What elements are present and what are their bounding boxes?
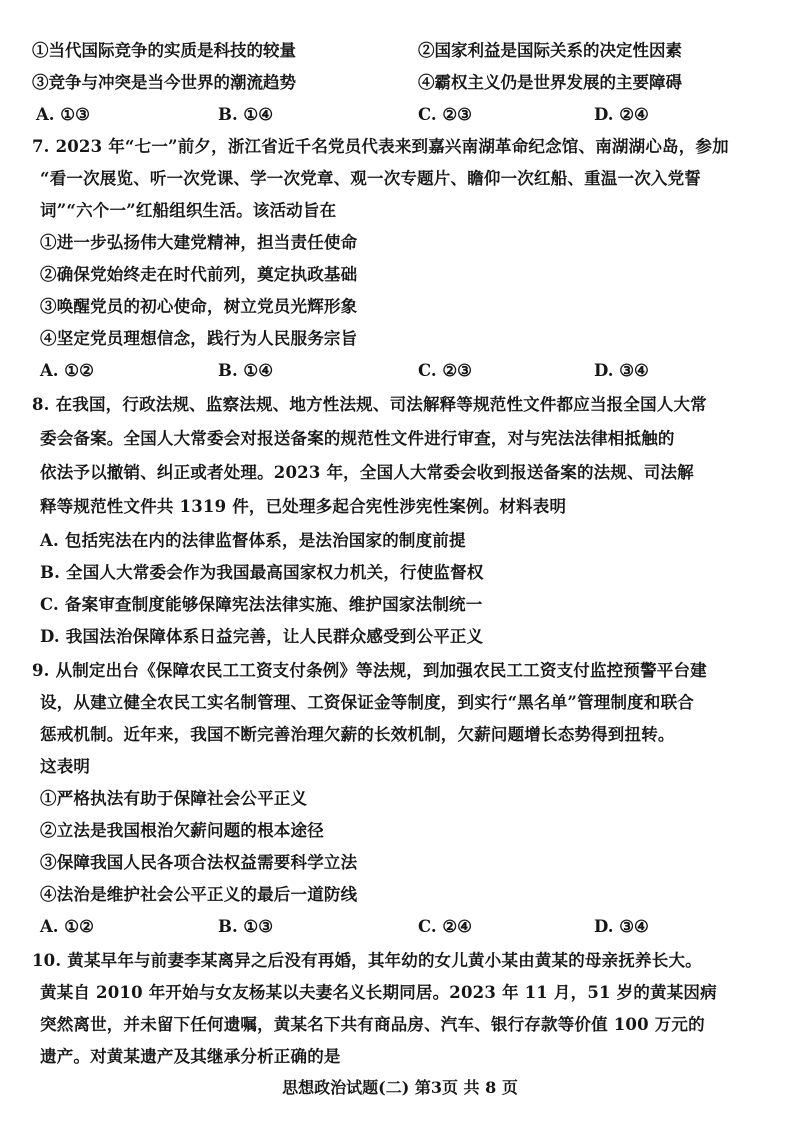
q9-option-d: D. ③④ (594, 917, 649, 936)
q10-stem-line: 黄某自 2010 年开始与女友杨某以夫妻名义长期同居。2023 年 11 月，51 岁的黄某因病 (40, 983, 717, 1002)
q6-option-a: A. ①③ (36, 105, 90, 124)
q6-statement-1: ①当代国际竞争的实质是科技的较量 (32, 41, 296, 60)
q8-choice-c: C. 备案审查制度能够保障宪法法律实施、维护国家法制统一 (40, 595, 483, 614)
q9-option-a: A. ①② (40, 917, 94, 936)
q6-option-b: B. ①④ (218, 105, 274, 124)
q8-choice-b: B. 全国人大常委会作为我国最高国家权力机关，行使监督权 (40, 563, 484, 582)
q9-option-b: B. ①③ (218, 917, 274, 936)
q7-statement-4: ④坚定党员理想信念，践行为人民服务宗旨 (40, 329, 358, 348)
q7-statement-1: ①进一步弘扬伟大建党精神，担当责任使命 (40, 233, 358, 252)
q7-stem-line: 7. 2023 年“七一”前夕，浙江省近千名党员代表来到嘉兴南湖革命纪念馆、南湖湖心岛，参加 (32, 137, 729, 156)
q8-stem-line: 8. 在我国，行政法规、监察法规、地方性法规、司法解释等规范性文件都应当报全国人大常 (32, 395, 707, 414)
q8-choice-d: D. 我国法治保障体系日益完善，让人民群众感受到公平正义 (40, 627, 484, 646)
q9-stem-line: 惩戒机制。近年来，我国不断完善治理欠薪的长效机制，欠薪问题增长态势得到扭转。 (40, 725, 675, 744)
q8-stem-line: 依法予以撤销、纠正或者处理。2023 年，全国人大常委会收到报送备案的法规、司法解 (40, 463, 694, 482)
q6-statement-3: ③竞争与冲突是当今世界的潮流趋势 (32, 73, 296, 92)
q7-statement-2: ②确保党始终走在时代前列，奠定执政基础 (40, 265, 358, 284)
q7-statement-3: ③唤醒党员的初心使命，树立党员光辉形象 (40, 297, 358, 316)
q9-statement-3: ③保障我国人民各项合法权益需要科学立法 (40, 853, 358, 872)
q9-statement-2: ②立法是我国根治欠薪问题的根本途径 (40, 821, 324, 840)
q7-option-b: B. ①④ (218, 361, 274, 380)
q7-option-d: D. ③④ (594, 361, 649, 380)
q10-stem-line: 突然离世，并未留下任何遗嘱，黄某名下共有商品房、汽车、银行存款等价值 100 万元的 (40, 1015, 705, 1034)
q6-option-c: C. ②③ (418, 105, 472, 124)
q9-statement-1: ①严格执法有助于保障社会公平正义 (40, 789, 308, 808)
q8-stem-line: 释等规范性文件共 1319 件，已处理多起合宪性涉宪性案例。材料表明 (40, 497, 567, 516)
q7-option-c: C. ②③ (418, 361, 472, 380)
q7-option-a: A. ①② (40, 361, 94, 380)
q6-option-d: D. ②④ (594, 105, 649, 124)
q9-option-c: C. ②④ (418, 917, 472, 936)
q10-stem-line: 10. 黄某早年与前妻李某离异之后没有再婚，其年幼的女儿黄小某由黄某的母亲抚养长大。 (32, 951, 702, 970)
page-footer: 思想政治试题(二) 第3页 共 8 页 (282, 1078, 518, 1097)
q8-stem-line: 委会备案。全国人大常委会对报送备案的规范性文件进行审查，对与宪法法律相抵触的 (40, 429, 675, 448)
q6-statement-2: ②国家利益是国际关系的决定性因素 (418, 41, 682, 60)
q8-choice-a: A. 包括宪法在内的法律监督体系，是法治国家的制度前提 (40, 531, 466, 550)
q9-stem-line: 9. 从制定出台《保障农民工工资支付条例》等法规，到加强农民工工资支付监控预警平台建 (32, 661, 707, 680)
q6-statement-4: ④霸权主义仍是世界发展的主要障碍 (418, 73, 682, 92)
q9-statement-4: ④法治是维护社会公平正义的最后一道防线 (40, 885, 358, 904)
q9-stem-line: 这表明 (40, 757, 91, 776)
q9-stem-line: 设，从建立健全农民工实名制管理、工资保证金等制度，到实行“黑名单”管理制度和联合 (40, 693, 694, 712)
q7-stem-line: “看一次展览、听一次党课、学一次党章、观一次专题片、瞻仰一次红船、重温一次入党誓 (40, 169, 701, 188)
q10-stem-line: 遗产。对黄某遗产及其继承分析正确的是 (40, 1047, 341, 1066)
q7-stem-line: 词”“六个一”红船组织生活。该活动旨在 (40, 201, 337, 220)
